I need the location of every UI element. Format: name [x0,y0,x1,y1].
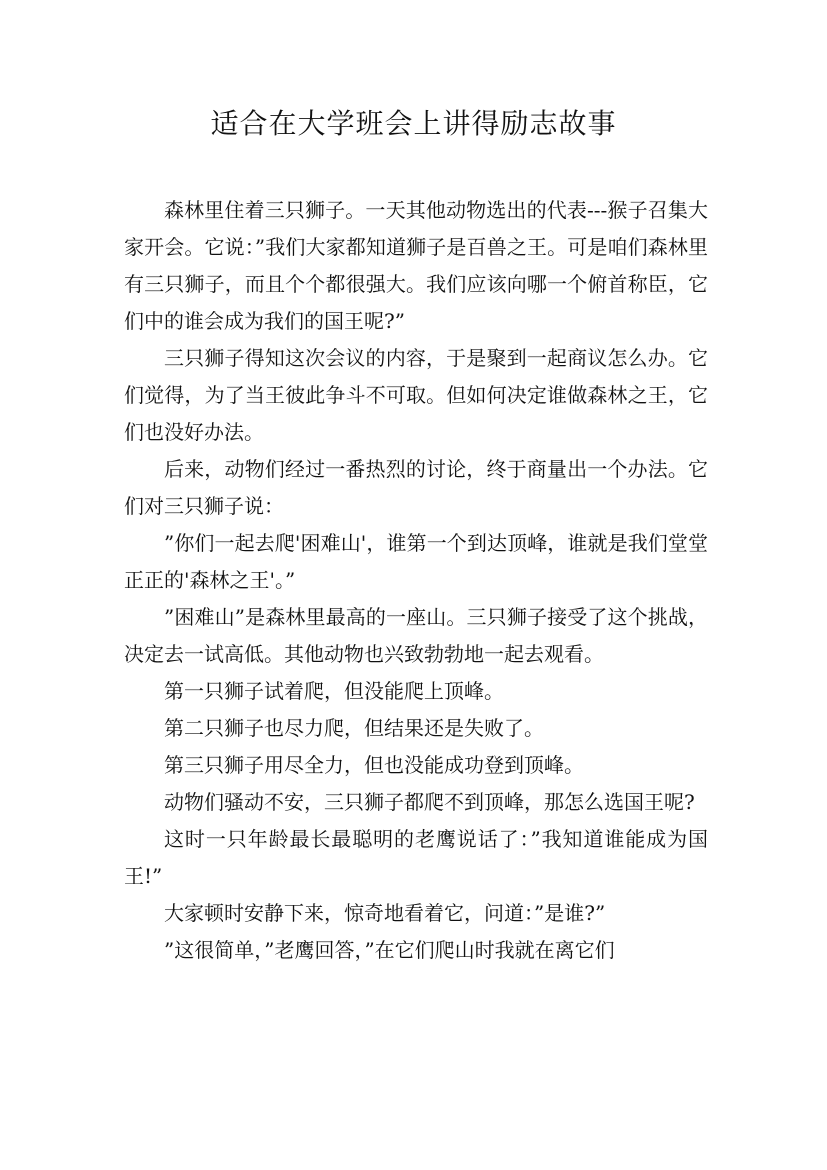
paragraph: ”你们一起去爬'困难山'，谁第一个到达顶峰，谁就是我们堂堂正正的'森林之王'。” [124,531,708,592]
paragraph: 三只狮子得知这次会议的内容，于是聚到一起商议怎么办。它们觉得，为了当王彼此争斗不可取。但如何决定谁做森林之王，它们也没好办法。 [124,346,708,444]
paragraph: 大家顿时安静下来，惊奇地看着它，问道：”是谁?” [164,901,606,925]
paragraph: 这时一只年龄最长最聪明的老鹰说话了：”我知道谁能成为国王!” [124,827,708,888]
paragraph: ”困难山”是森林里最高的一座山。三只狮子接受了这个挑战，决定去一试高低。其他动物也兴致勃勃地一起去观看。 [124,605,708,666]
paragraph: 后来，动物们经过一番热烈的讨论，终于商量出一个办法。它们对三只狮子说： [124,457,708,518]
paragraph: 动物们骚动不安，三只狮子都爬不到顶峰，那怎么选国王呢? [164,790,695,814]
paragraph: 第三只狮子用尽全力，但也没能成功登到顶峰。 [164,753,584,777]
paragraph: 第一只狮子试着爬，但没能爬上顶峰。 [164,679,504,703]
document-title: 适合在大学班会上讲得励志故事 [210,107,617,140]
paragraph: ”这很简单，”老鹰回答，”在它们爬山时我就在离它们 [164,938,615,962]
paragraph: 第二只狮子也尽力爬，但结果还是失败了。 [164,716,544,740]
document-body [124,192,708,969]
paragraph: 森林里住着三只狮子。一天其他动物选出的代表---猴子召集大家开会。它说：”我们大家都知道狮子是百兽之王。可是咱们森林里有三只狮子，而且个个都很强大。我们应该向哪一个俯首称臣，它们中的谁会成为我们的国王呢?” [124,198,708,333]
